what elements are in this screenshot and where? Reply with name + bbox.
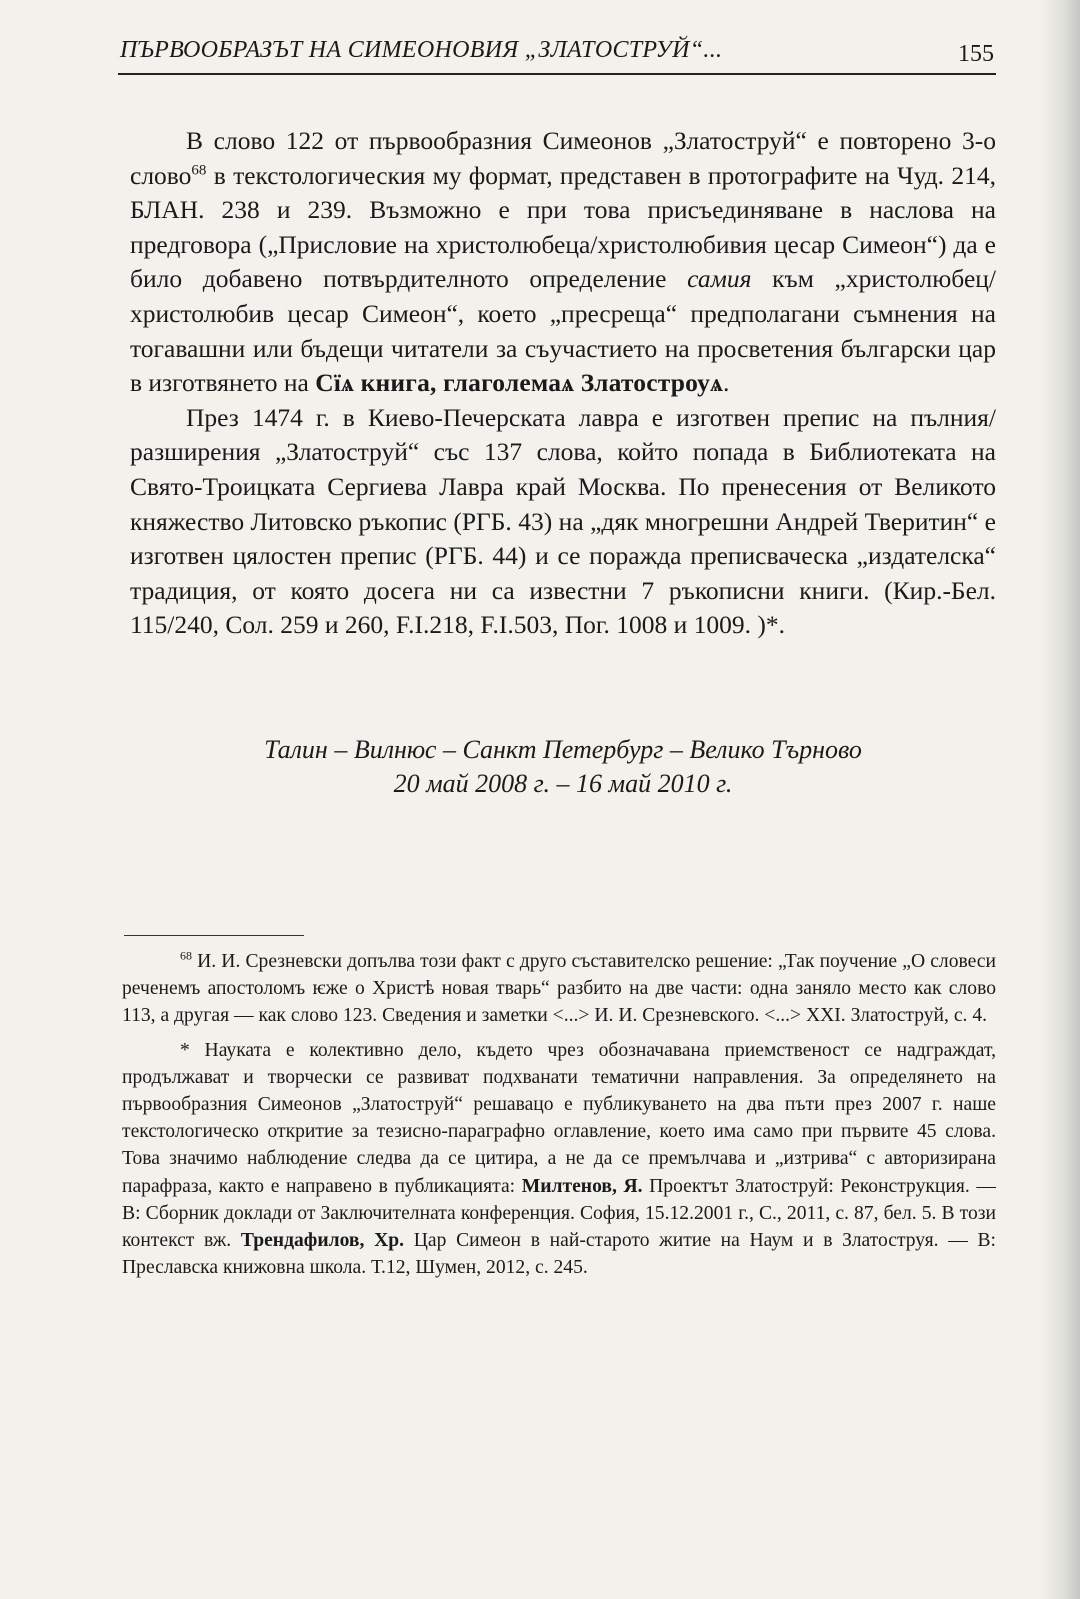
footnote-author-1: Милтенов, Я. — [521, 1175, 643, 1197]
paragraph-1-text-b: в текстологическия му формат, представен в протографите на Чуд. 214, БЛАН. 238 и 239. Възможно е при това присъединяване в наслова на предговора („Присловие на христолюбеца/христолюбивия цесар Симеон“) да е било добавено потвърдителното определение — [130, 160, 996, 294]
paragraph-1-text-a: В слово 122 от първообразния Симеонов „Златоструй“ е повторено 3-о слово — [130, 126, 996, 190]
footnote-68-text: И. И. Срезневски допълва този факт с друго съставителско решение: „Так поучение „О словеси реченемъ апостоломъ ѥже о Христѣ новая тварь“ разбито на две части: одна заняло место как слово 113, а другая — как слово 123. Сведения и заметки <...> И. И. Срезневского. <...> XXI. Златоструй, с. 4. — [122, 951, 996, 1027]
slavonic-title: Сїѧ книга, глаголемаѧ Златостроуѧ — [315, 368, 724, 398]
footnote-68-marker: 68 — [180, 948, 192, 963]
running-title: ПЪРВООБРАЗЪТ НА СИМЕОНОВИЯ „ЗЛАТОСТРУЙ“... — [120, 37, 723, 63]
page-gutter-shadow — [1040, 0, 1080, 1599]
footnote-star-text-c: Цар Симеон в най-старото житие на Наум и в Златоструя. — В: Преславска книжовна школа. Т.12, Шумен, 2012, с. 245. — [122, 1230, 997, 1279]
paragraph-2: През 1474 г. в Киево-Печерската лавра е изготвен препис на пълния/ разширения „Златоструй“ със 137 слова, който попада в Библиотеката на Свято-Троицката Сергиева Лавра край Москва. По пренесения от Великото княжество Литовско ръкопис (РГБ. 43) на „дяк многрешни Андрей Тверитин“ е изготвен цялостен препис (РГБ. 44) и се поражда преписваческа „издателска“ традиция, от която досега ни са известни 7 ръкописни книги. (Кир.-Бел. 115/240, Сол. 259 и 260, F.I.218, F.I.503, Пог. 1008 и 1009. )*. — [130, 402, 996, 640]
footnote-68 — [122, 948, 996, 1030]
footnote-star — [122, 1037, 996, 1282]
main-text — [130, 124, 996, 643]
footnote-star-text-b: Проектът Златоструй: Реконструкция. — В: Сборник доклади от Заключителната конференция. София, 15.12.2001 г., С., 2011, с. 87, бел. 5. В този контекст вж. — [122, 1175, 996, 1252]
paragraph-1-text-c: към „христолюбец/ христолюбив цесар Симеон“, което „пресреща“ предполагани съмнения на тогавашни или бъдещи читатели за съучастието на просветения български цар в изготвянето на — [130, 264, 996, 398]
footnote-ref-68: 68 — [191, 162, 207, 179]
paragraph-1 — [130, 124, 996, 401]
dateline-dates: 20 май 2008 г. – 16 май 2010 г. — [393, 769, 733, 798]
page-number: 155 — [958, 41, 994, 67]
footnote-star-text-a: * Науката е колективно дело, където чрез обозначавана приемственост се надграждат, продължават и творчески се развиват подхванати тематични направления. За определянето на първообразния Симеонов „Златоструй“ решавацо е публикуването на два пъти през 2007 г. наше текстологическо откритие за тезисно-параграфно оглавление, което има само при първите 45 слова. Това значимо наблюдение следва да се цитира, а не да се премълчава и „изтрива“ с авторизирана парафраза, както е направено в публикацията: — [122, 1039, 996, 1197]
dateline — [130, 733, 996, 801]
dateline-places: Талин – Вилнюс – Санкт Петербург – Велико Търново — [264, 735, 862, 764]
emphasis-word: самия — [687, 264, 752, 294]
running-head — [118, 33, 996, 75]
footnote-separator — [124, 935, 304, 936]
footnote-author-2: Трендафилов, Хр. — [240, 1230, 405, 1252]
paragraph-1-end: . — [723, 368, 730, 398]
footnotes — [122, 948, 996, 1281]
